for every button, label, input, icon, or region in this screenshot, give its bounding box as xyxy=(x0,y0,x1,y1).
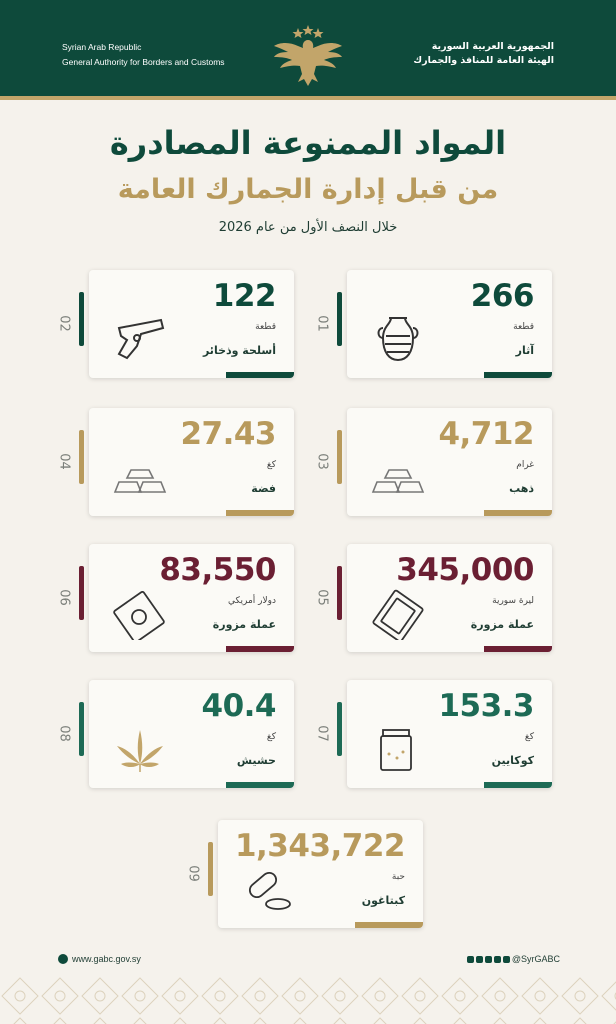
card-name: فضة xyxy=(251,482,276,495)
powder-jar-icon xyxy=(369,724,427,776)
card-value: 1,343,722 xyxy=(234,828,405,864)
card-accent-bar xyxy=(484,510,552,516)
card-09-number: 09 xyxy=(185,865,201,882)
card-name: عملة مزورة xyxy=(470,618,534,631)
pills-icon xyxy=(240,864,298,916)
card-08-side-bar xyxy=(79,702,84,756)
header-banner xyxy=(0,0,616,100)
header-ar-line2: الهيئة العامة للمنافذ والجمارك xyxy=(413,55,554,66)
header-en-line1: Syrian Arab Republic xyxy=(62,42,142,52)
card-unit: حبة xyxy=(391,872,405,882)
card-04-number: 04 xyxy=(56,453,72,470)
card-counterfeit-syp xyxy=(347,544,552,652)
card-03-side-bar xyxy=(337,430,342,484)
card-name: أسلحة وذخائر xyxy=(202,344,276,357)
header-en-line2: General Authority for Borders and Customs xyxy=(62,57,225,67)
card-name: آثار xyxy=(515,344,534,357)
card-value: 40.4 xyxy=(201,688,276,724)
card-05-number: 05 xyxy=(314,589,330,606)
card-unit: ليرة سورية xyxy=(492,596,534,606)
card-05-side-bar xyxy=(337,566,342,620)
youtube-icon xyxy=(503,956,510,963)
card-accent-bar xyxy=(226,372,294,378)
card-counterfeit-usd xyxy=(89,544,294,652)
facebook-icon xyxy=(467,956,474,963)
card-07-side-bar xyxy=(337,702,342,756)
card-value: 153.3 xyxy=(438,688,534,724)
card-unit: دولار أمريكي xyxy=(228,596,276,606)
card-name: كبتاغون xyxy=(361,894,405,907)
syp-banknote-icon xyxy=(369,588,427,640)
silver-bars-icon xyxy=(111,452,169,504)
card-value: 27.43 xyxy=(180,416,276,452)
card-09-side-bar xyxy=(208,842,213,896)
card-value: 122 xyxy=(212,278,276,314)
card-value: 83,550 xyxy=(159,552,276,588)
card-unit: كغ xyxy=(266,732,276,742)
instagram-icon xyxy=(476,956,483,963)
sub-title: من قبل إدارة الجمارك العامة xyxy=(117,174,499,205)
header-arabic-text xyxy=(413,40,554,68)
card-gold xyxy=(347,408,552,516)
card-06-number: 06 xyxy=(56,589,72,606)
card-hashish xyxy=(89,680,294,788)
card-name: كوكايين xyxy=(491,754,534,767)
footer-website-text: www.gabc.gov.sy xyxy=(72,954,141,964)
card-weapons xyxy=(89,270,294,378)
card-name: حشيش xyxy=(236,754,276,767)
main-title: المواد الممنوعة المصادرة xyxy=(109,124,507,162)
card-accent-bar xyxy=(355,922,423,928)
card-08-number: 08 xyxy=(56,725,72,742)
telegram-icon xyxy=(494,956,501,963)
card-unit: غرام xyxy=(516,460,534,470)
card-accent-bar xyxy=(484,782,552,788)
card-accent-bar xyxy=(484,372,552,378)
card-06-side-bar xyxy=(79,566,84,620)
vase-icon xyxy=(369,314,427,366)
card-unit: قطعة xyxy=(513,322,534,332)
period-subtitle: خلال النصف الأول من عام 2026 xyxy=(218,220,398,235)
footer-social[interactable] xyxy=(467,954,560,964)
gold-bars-icon xyxy=(369,452,427,504)
card-name: ذهب xyxy=(509,482,534,495)
card-name: عملة مزورة xyxy=(212,618,276,631)
card-value: 345,000 xyxy=(396,552,534,588)
cannabis-leaf-icon xyxy=(111,724,169,776)
footer-ornament-pattern xyxy=(0,976,616,1024)
footer-website[interactable] xyxy=(58,954,141,964)
card-accent-bar xyxy=(226,510,294,516)
card-accent-bar xyxy=(226,782,294,788)
header-english-text xyxy=(62,40,225,70)
globe-icon xyxy=(58,954,68,964)
card-value: 4,712 xyxy=(438,416,534,452)
eagle-emblem-icon xyxy=(270,24,346,88)
card-value: 266 xyxy=(470,278,534,314)
footer-social-handle: @SyrGABC xyxy=(511,954,560,964)
dollar-banknote-icon xyxy=(111,588,169,640)
card-02-number: 02 xyxy=(56,315,72,332)
card-accent-bar xyxy=(484,646,552,652)
card-unit: كغ xyxy=(266,460,276,470)
x-icon xyxy=(485,956,492,963)
card-accent-bar xyxy=(226,646,294,652)
card-04-side-bar xyxy=(79,430,84,484)
card-02-side-bar xyxy=(79,292,84,346)
card-silver xyxy=(89,408,294,516)
card-unit: قطعة xyxy=(255,322,276,332)
card-captagon xyxy=(218,820,423,928)
card-antiquities xyxy=(347,270,552,378)
card-07-number: 07 xyxy=(314,725,330,742)
header-ar-line1: الجمهورية العربية السورية xyxy=(431,41,554,52)
card-unit: كغ xyxy=(524,732,534,742)
card-01-side-bar xyxy=(337,292,342,346)
card-01-number: 01 xyxy=(314,315,330,332)
card-cocaine xyxy=(347,680,552,788)
card-03-number: 03 xyxy=(314,453,330,470)
pistol-icon xyxy=(111,314,169,366)
